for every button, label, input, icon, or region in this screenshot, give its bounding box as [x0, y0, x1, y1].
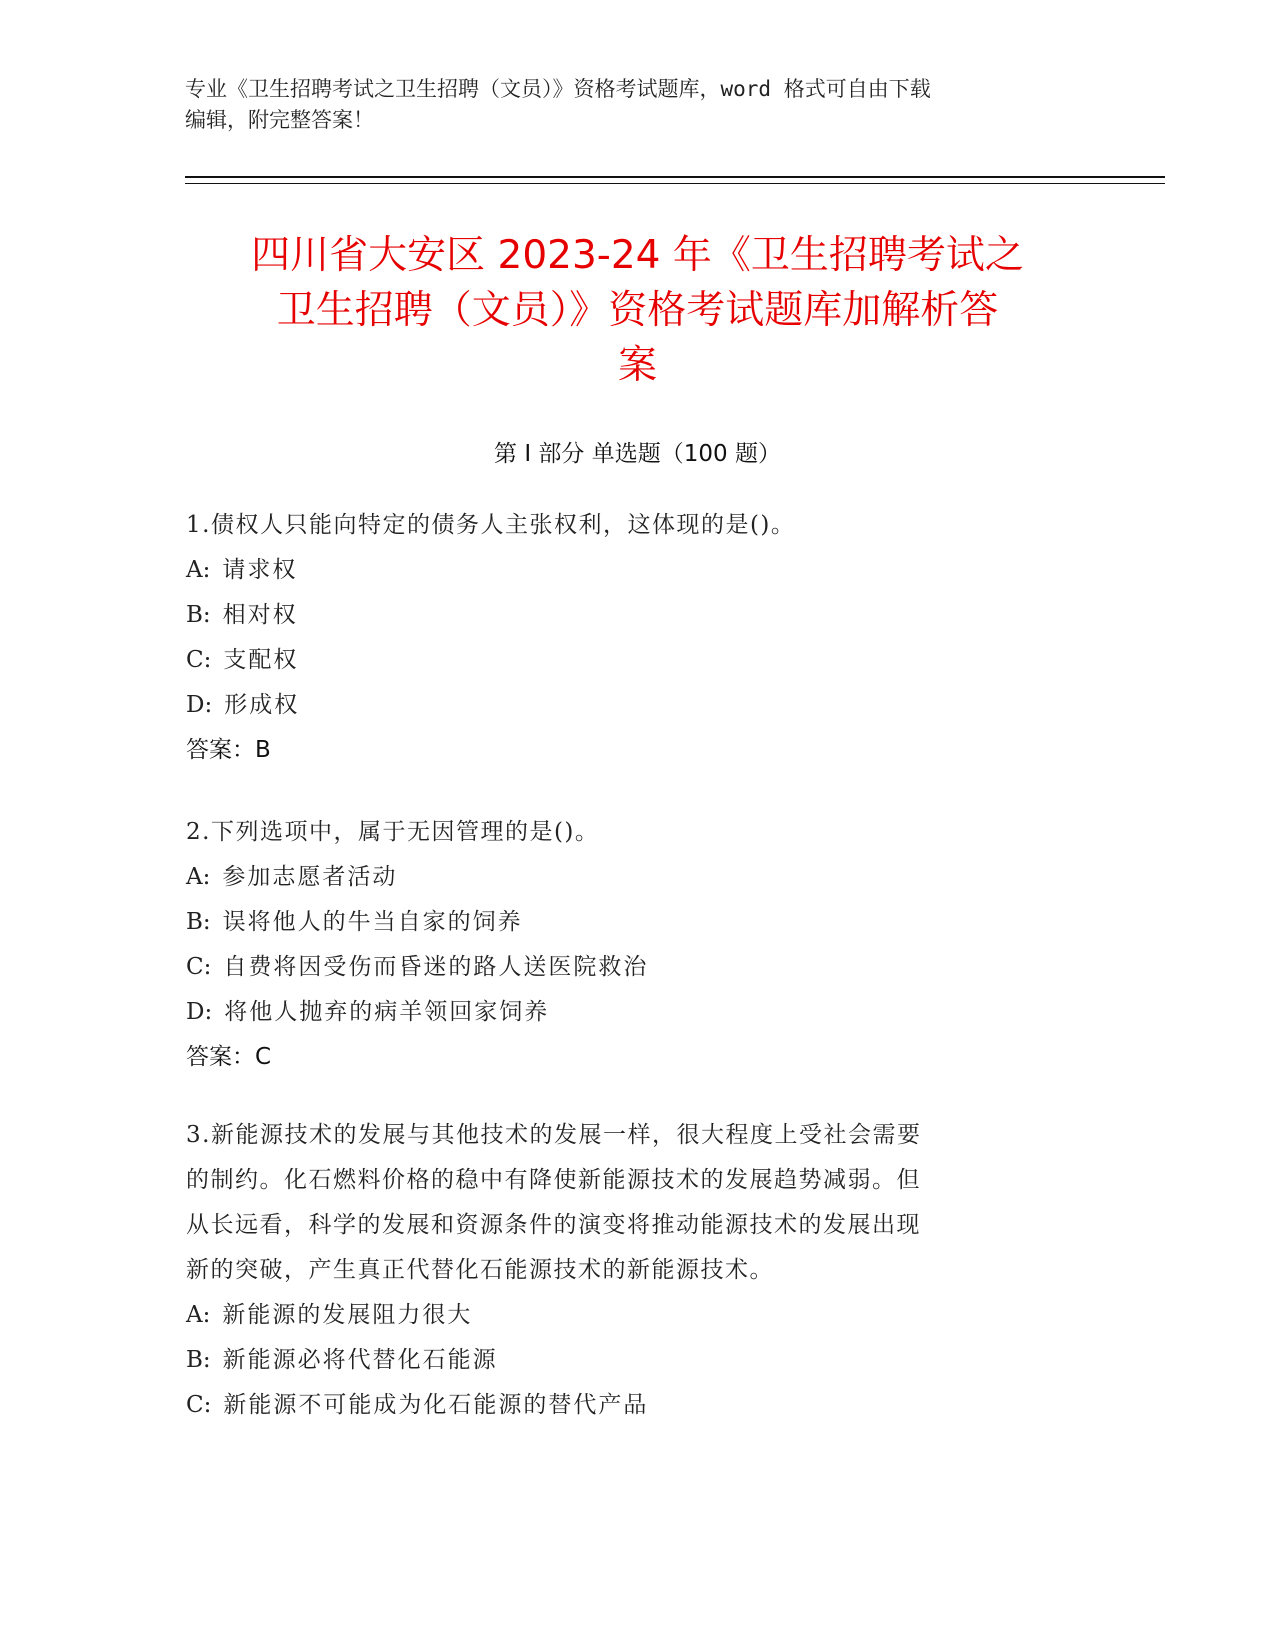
header-note-line: 专业《卫生招聘考试之卫生招聘（文员）》资格考试题库，word 格式可自由下载 — [185, 77, 931, 101]
option-b — [186, 593, 1066, 638]
option-key: D: — [186, 692, 213, 718]
option-key: A: — [186, 1302, 211, 1328]
question-stem: 2.下列选项中，属于无因管理的是()。 — [186, 819, 600, 845]
question-stem-line: 3.新能源技术的发展与其他技术的发展一样，很大程度上受社会需要 — [186, 1122, 922, 1148]
document-title — [190, 228, 1085, 393]
title-line: 卫生招聘（文员）》资格考试题库加解析答 — [276, 288, 999, 333]
option-text: 自费将因受伤而昏迷的路人送医院救治 — [223, 954, 649, 980]
option-c — [186, 638, 1066, 683]
option-key: B: — [186, 1347, 211, 1373]
question-stem-line: 从长远看，科学的发展和资源条件的演变将推动能源技术的发展出现 — [186, 1212, 921, 1238]
option-key: D: — [186, 999, 213, 1025]
option-c — [186, 945, 1066, 990]
option-a — [186, 548, 1066, 593]
option-key: B: — [186, 602, 211, 628]
question-stem-line: 新的突破，产生真正代替化石能源技术的新能源技术。 — [186, 1257, 774, 1283]
answer-label: 答案：C — [186, 1044, 272, 1070]
answer-label: 答案：B — [186, 737, 271, 763]
option-key: A: — [186, 557, 211, 583]
option-d — [186, 683, 1066, 728]
option-c — [186, 1383, 1066, 1428]
header-divider-thin — [185, 183, 1165, 184]
option-text: 支配权 — [223, 647, 299, 673]
option-text: 相对权 — [222, 602, 298, 628]
option-a — [186, 855, 1066, 900]
question-3 — [186, 1113, 1066, 1428]
question-stem-line: 的制约。化石燃料价格的稳中有降使新能源技术的发展趋势减弱。但 — [186, 1167, 921, 1193]
question-stem: 1.债权人只能向特定的债务人主张权利，这体现的是()。 — [186, 512, 796, 538]
header-note-line: 编辑，附完整答案！ — [185, 108, 374, 132]
question-2 — [186, 810, 1066, 1080]
option-text: 参加志愿者活动 — [222, 864, 398, 890]
option-text: 请求权 — [222, 557, 298, 583]
option-key: B: — [186, 909, 211, 935]
option-b — [186, 1338, 1066, 1383]
option-a — [186, 1293, 1066, 1338]
option-key: C: — [186, 1392, 212, 1418]
title-line: 案 — [617, 343, 657, 388]
option-text: 误将他人的牛当自家的饲养 — [222, 909, 523, 935]
option-text: 形成权 — [224, 692, 300, 718]
option-key: C: — [186, 647, 212, 673]
option-text: 新能源必将代替化石能源 — [222, 1347, 498, 1373]
option-key: C: — [186, 954, 212, 980]
section-heading: 第 I 部分 单选题（100 题） — [494, 441, 781, 467]
option-text: 将他人抛弃的病羊领回家饲养 — [224, 999, 550, 1025]
option-text: 新能源的发展阻力很大 — [222, 1302, 473, 1328]
option-key: A: — [186, 864, 211, 890]
question-1 — [186, 503, 1066, 773]
option-text: 新能源不可能成为化石能源的替代产品 — [223, 1392, 649, 1418]
header-divider — [185, 176, 1165, 178]
option-b — [186, 900, 1066, 945]
title-line: 四川省大安区 2023-24 年《卫生招聘考试之 — [251, 233, 1024, 278]
option-d — [186, 990, 1066, 1035]
header-note — [185, 74, 1085, 136]
